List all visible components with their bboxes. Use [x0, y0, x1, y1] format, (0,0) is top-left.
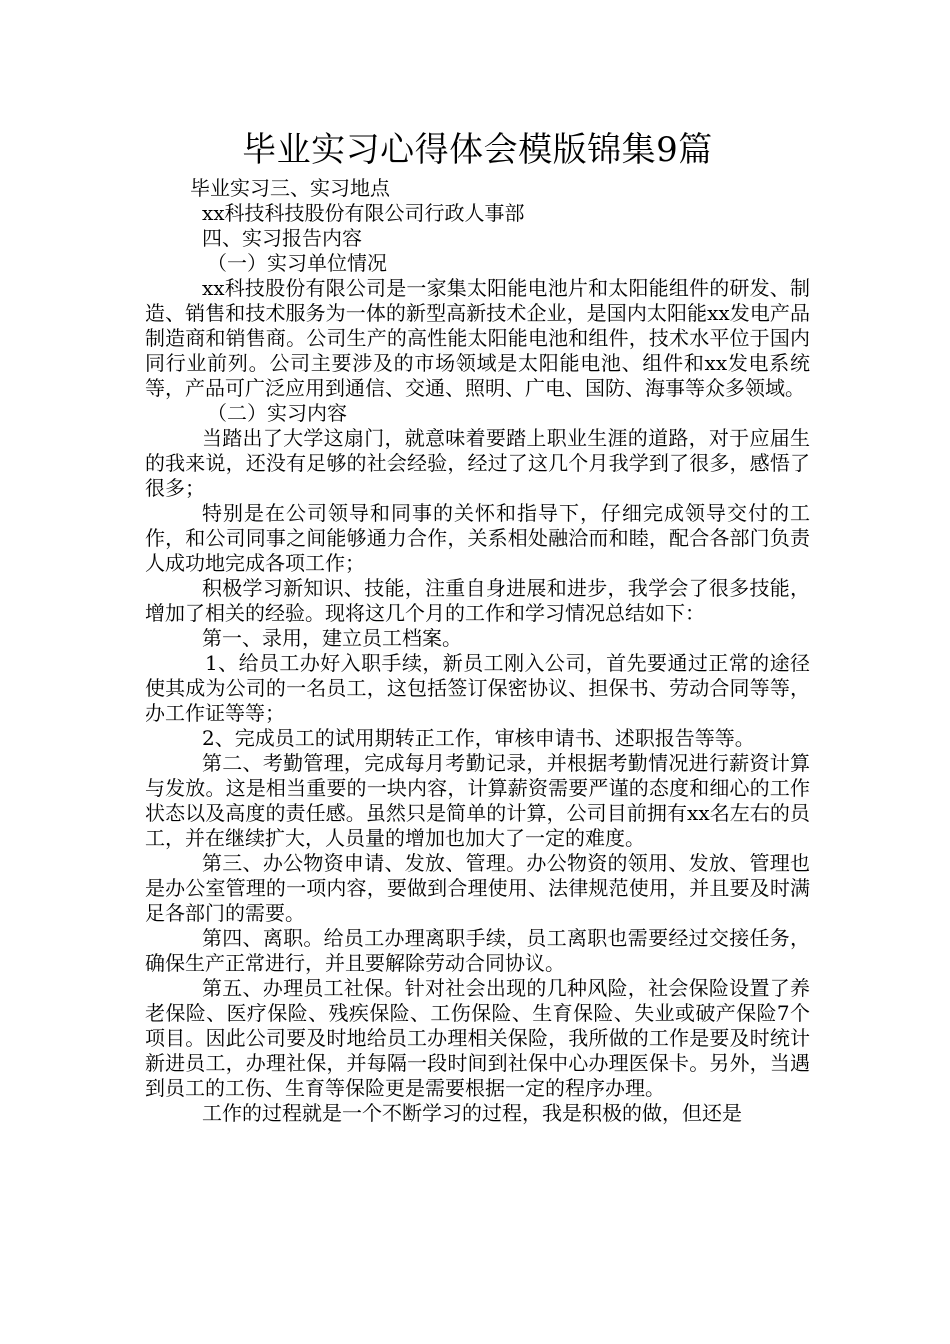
paragraph-section-hiring: 第一、录用，建立员工档案。 [202, 626, 462, 650]
company-department-line: xx科技科技股份有限公司行政人事部 [202, 201, 525, 225]
document-title: 毕业实习心得体会模版锦集9篇 [242, 130, 713, 170]
heading-internship-location: 毕业实习三、实习地点 [190, 176, 390, 200]
heading-report-content: 四、实习报告内容 [202, 226, 362, 250]
paragraph-probation: 2、完成员工的试用期转正工作，审核申请书、述职报告等等。 [202, 726, 755, 750]
paragraph-career-start: 当踏出了大学这扇门，就意味着要踏上职业生涯的道路，对于应届生的我来说，还没有足够的社会经验，经过了这几个月我学到了很多，感悟了很多； [145, 426, 810, 500]
paragraph-company-intro: xx科技股份有限公司是一家集太阳能电池片和太阳能组件的研发、制造、销售和技术服务为一体的新型高新技术企业，是国内太阳能xx发电产品制造商和销售商。公司生产的高性能太阳能电池和组件，技术水平位于国内同行业前列。公司主要涉及的市场领域是太阳能电池、组件和xx发电系统等，产品可广泛应用到通信、交通、照明、广电、国防、海事等众多领域。 [145, 276, 810, 400]
document-page [145, 128, 810, 1126]
paragraph-learning: 积极学习新知识、技能，注重自身进展和进步，我学会了很多技能，增加了相关的经验。现将这几个月的工作和学习情况总结如下： [145, 576, 810, 625]
heading-internship-content: （二）实习内容 [207, 401, 347, 425]
paragraph-onboarding: 1、给员工办好入职手续，新员工刚入公司，首先要通过正常的途径使其成为公司的一名员工，这包括签订保密协议、担保书、劳动合同等等，办工作证等等； [145, 651, 810, 725]
paragraph-office-supplies: 第三、办公物资申请、发放、管理。办公物资的领用、发放、管理也是办公室管理的一项内容，要做到合理使用、法律规范使用，并且要及时满足各部门的需要。 [145, 851, 810, 925]
paragraph-social-insurance: 第五、办理员工社保。针对社会出现的几种风险，社会保险设置了养老保险、医疗保险、残疾保险、工伤保险、生育保险、失业或破产保险7个项目。因此公司要及时地给员工办理相关保险，我所做的工作是要及时统计新进员工，办理社保，并每隔一段时间到社保中心办理医保卡。另外，当遇到员工的工伤、生育等保险更是需要根据一定的程序办理。 [145, 976, 810, 1100]
heading-unit-info: （一）实习单位情况 [207, 251, 387, 275]
paragraph-teamwork: 特别是在公司领导和同事的关怀和指导下，仔细完成领导交付的工作，和公司同事之间能够通力合作，关系相处融洽而和睦，配合各部门负责人成功地完成各项工作； [145, 501, 810, 575]
paragraph-attendance: 第二、考勤管理，完成每月考勤记录，并根据考勤情况进行薪资计算与发放。这是相当重要的一块内容，计算薪资需要严谨的态度和细心的工作状态以及高度的责任感。虽然只是简单的计算，公司目前拥有xx名左右的员工，并在继续扩大，人员量的增加也加大了一定的难度。 [145, 751, 810, 850]
paragraph-work-process: 工作的过程就是一个不断学习的过程，我是积极的做，但还是 [202, 1101, 742, 1125]
paragraph-resignation: 第四、离职。给员工办理离职手续，员工离职也需要经过交接任务，确保生产正常进行，并且要解除劳动合同协议。 [145, 926, 810, 975]
